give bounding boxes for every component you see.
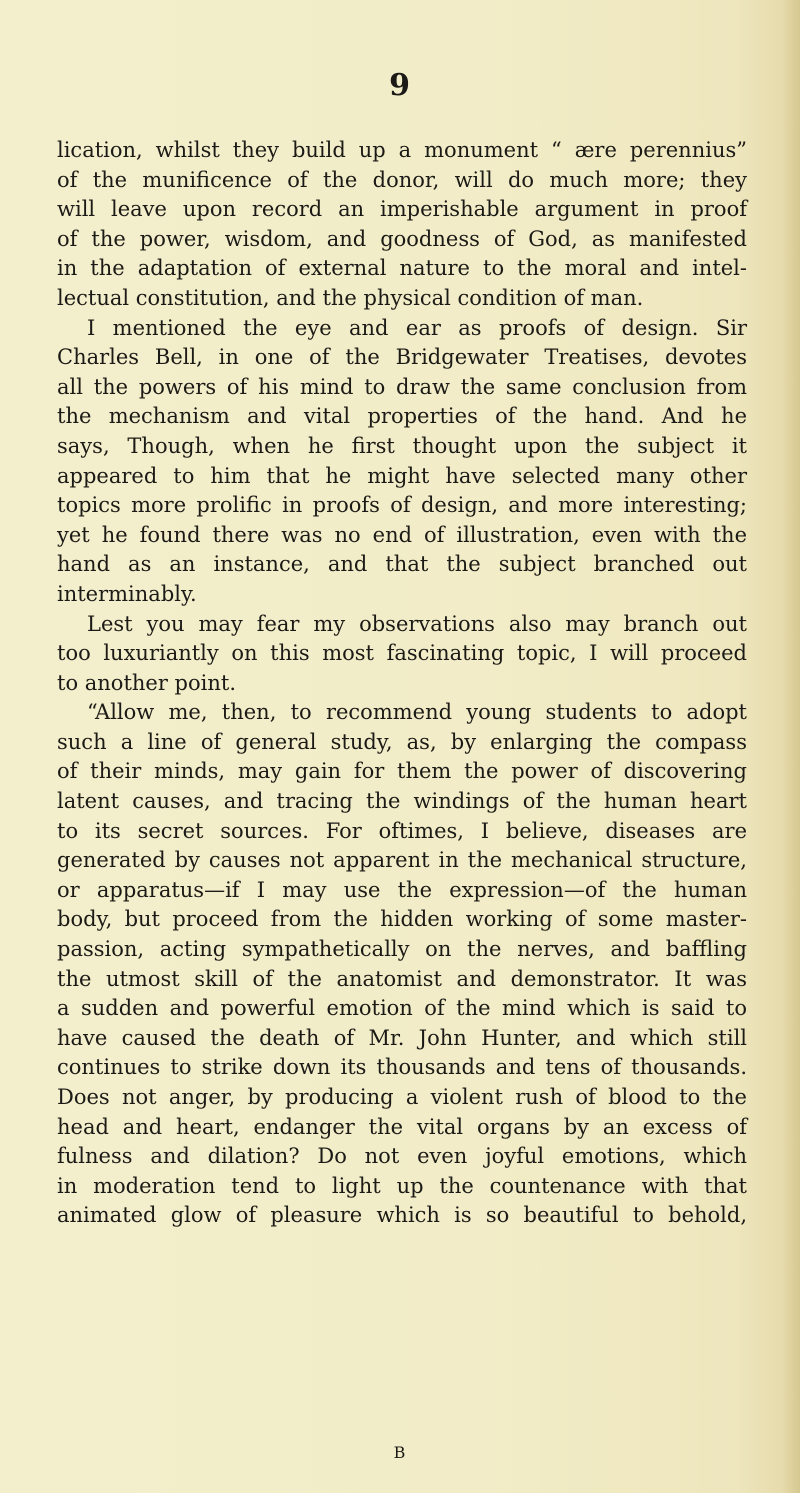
text-line: says, Though, when he first thought upon the subject it <box>57 433 747 458</box>
text-line: in the adaptation of external nature to the moral and intel- <box>57 256 747 281</box>
text-line: generated by causes not apparent in the mechanical structure, <box>57 848 747 873</box>
text-line: have caused the death of Mr. John Hunter, and which still <box>57 1025 747 1050</box>
text-line: “Allow me, then, to recommend young students to adopt <box>87 700 747 725</box>
text-line: latent causes, and tracing the windings of the human heart <box>57 789 747 814</box>
text-line: the utmost skill of the anatomist and demonstrator. It was <box>57 966 747 991</box>
text-line: or apparatus—if I may use the expression—of the human <box>57 877 747 902</box>
signature-mark: B <box>393 1443 407 1462</box>
text-line: interminably. <box>57 581 197 606</box>
text-line: I mentioned the eye and ear as proofs of design. Sir <box>87 315 747 340</box>
text-line: all the powers of his mind to draw the same conclusion from <box>57 374 747 399</box>
text-line: will leave upon record an imperishable argument in proof <box>57 197 747 222</box>
text-line: lectual constitution, and the physical condition of man. <box>57 285 644 310</box>
text-line: to its secret sources. For oftimes, I believe, diseases are <box>57 818 747 843</box>
text-line: lication, whilst they build up a monument “ ære perennius” <box>57 138 747 162</box>
text-line: in moderation tend to light up the countenance with that <box>57 1173 747 1198</box>
text-line: to another point. <box>57 670 236 695</box>
text-line: the mechanism and vital properties of the hand. And he <box>57 404 747 429</box>
text-line: hand as an instance, and that the subject branched out <box>57 552 747 577</box>
text-line: animated glow of pleasure which is so beautiful to behold, <box>57 1203 747 1228</box>
text-line: appeared to him that he might have selected many other <box>57 463 747 488</box>
text-line: Does not anger, by producing a violent rush of blood to the <box>57 1085 747 1109</box>
page-edge-shadow <box>782 0 800 1493</box>
text-line: of their minds, may gain for them the power of discovering <box>57 759 747 784</box>
text-line: passion, acting sympathetically on the nerves, and baffling <box>57 937 747 962</box>
text-line: too luxuriantly on this most fascinating topic, I will proceed <box>57 641 747 666</box>
text-line: head and heart, endanger the vital organs by an excess of <box>57 1114 747 1139</box>
text-line: topics more prolific in proofs of design, and more interesting; <box>57 493 747 518</box>
text-line: of the munificence of the donor, will do much more; they <box>57 167 747 192</box>
text-line: a sudden and powerful emotion of the mind which is said to <box>57 996 747 1021</box>
body-text <box>57 136 747 1231</box>
text-line: Lest you may fear my observations also may branch out <box>87 611 747 636</box>
text-line: Charles Bell, in one of the Bridgewater Treatises, devotes <box>57 345 747 370</box>
text-line: such a line of general study, as, by enlarging the compass <box>57 729 747 754</box>
text-line: continues to strike down its thousands and tens of thousands. <box>57 1055 747 1080</box>
page-number: 9 <box>389 68 411 103</box>
text-line: body, but proceed from the hidden working of some master- <box>57 907 747 932</box>
text-line: yet he found there was no end of illustration, even with the <box>57 522 747 547</box>
text-line: of the power, wisdom, and goodness of God, as manifested <box>57 226 747 251</box>
text-line: fulness and dilation? Do not even joyful emotions, which <box>57 1144 747 1169</box>
